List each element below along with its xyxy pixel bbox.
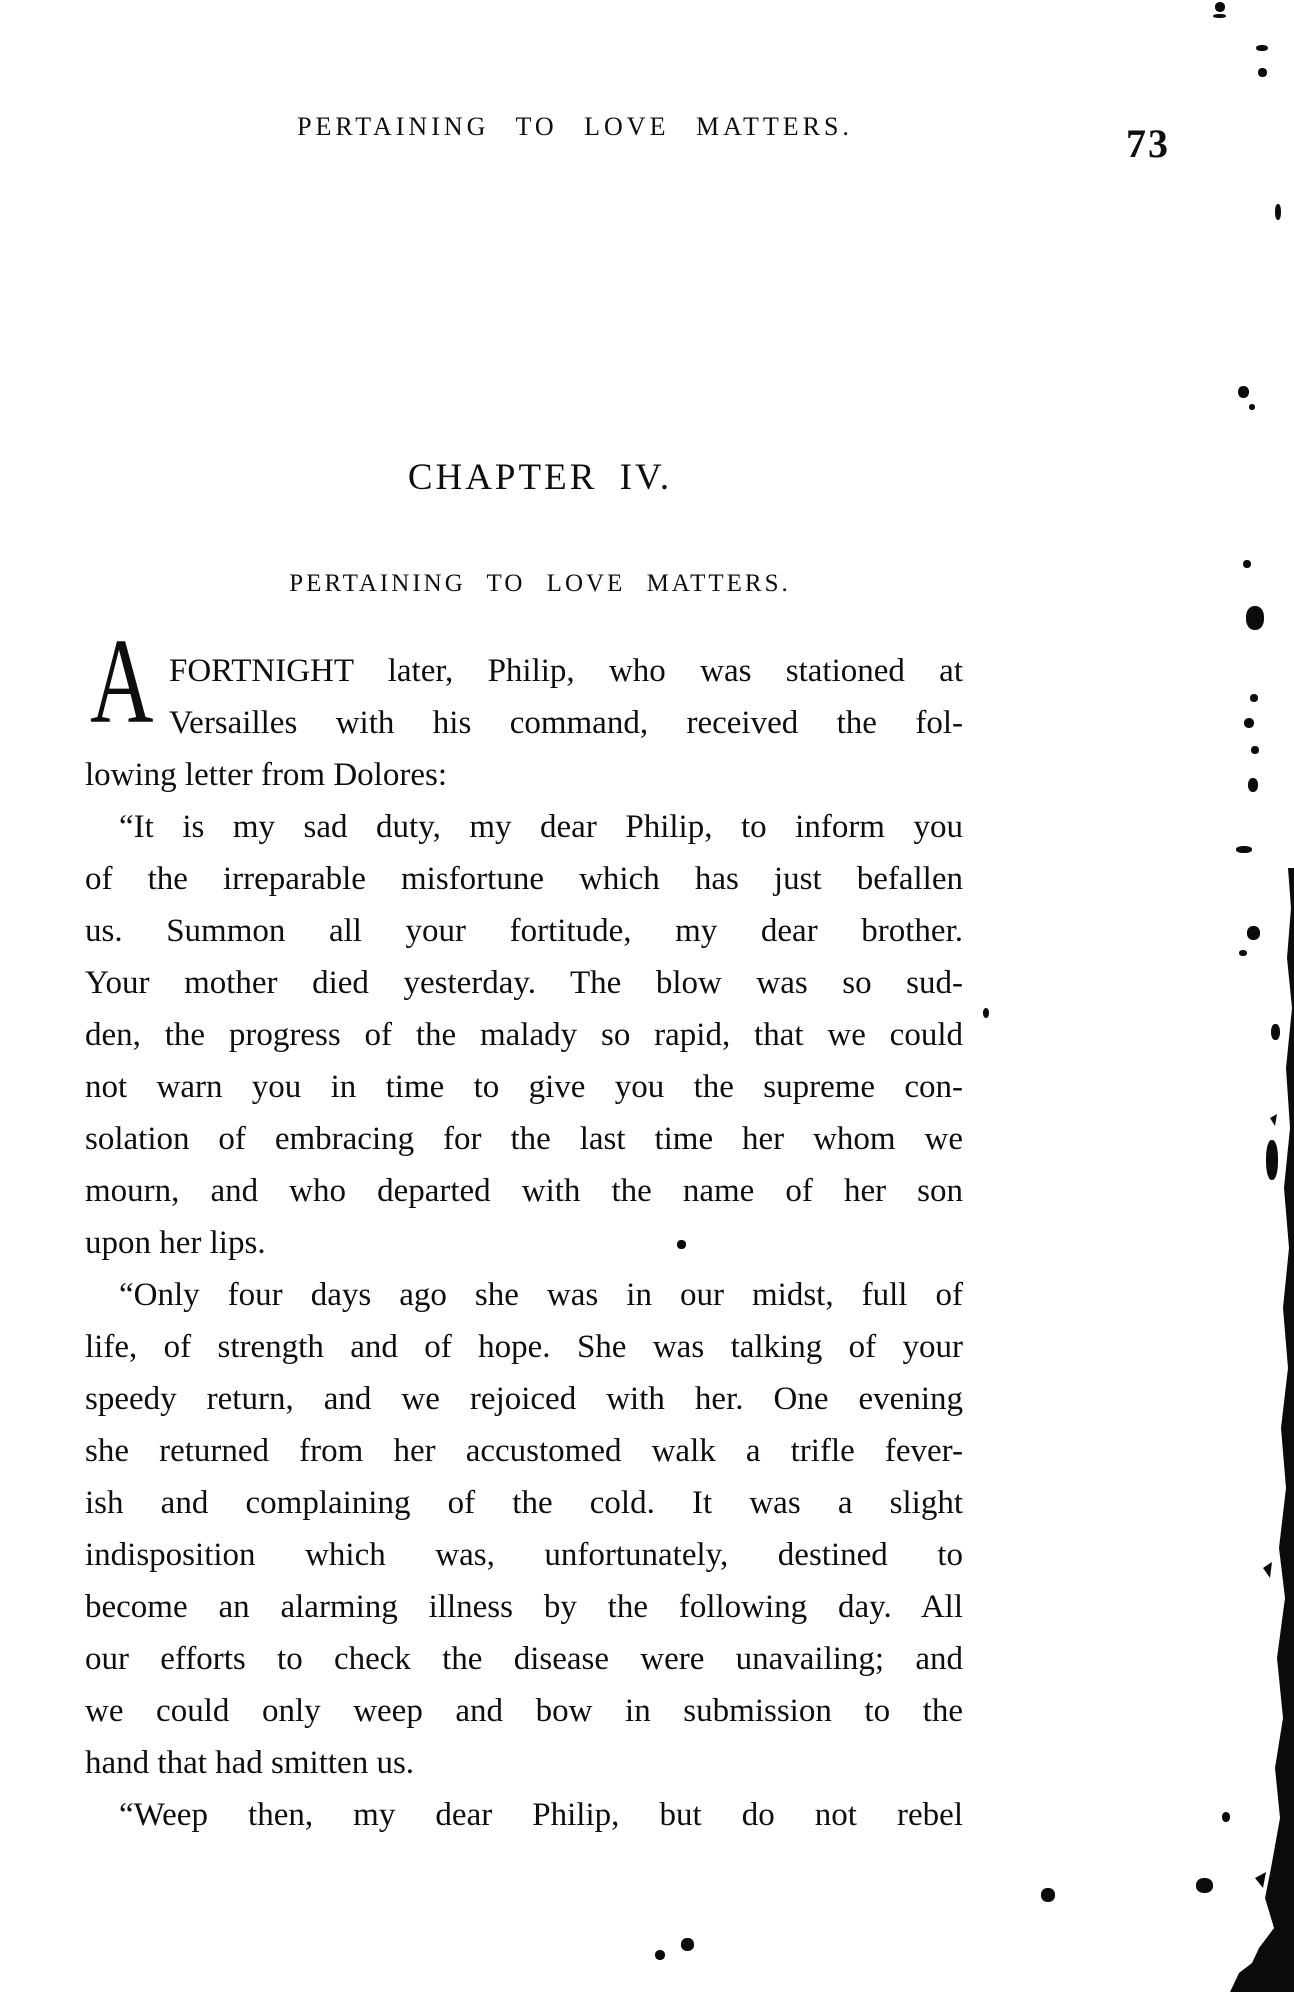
text-line: den, the progress of the malady so rapid, that we could [85, 1017, 963, 1053]
text-line: we could only weep and bow in submission to the [85, 1693, 963, 1729]
text-line: of the irreparable misfortune which has just befallen [85, 861, 963, 897]
text-line: mourn, and who departed with the name of her son [85, 1173, 963, 1209]
scan-artifact [681, 1938, 694, 1951]
scan-artifact [1258, 68, 1267, 77]
scan-artifact [1275, 204, 1281, 220]
text-line: ish and complaining of the cold. It was a slight [85, 1485, 963, 1521]
scan-artifact [1249, 404, 1255, 410]
text-line: become an alarming illness by the following day. All [85, 1589, 963, 1625]
scan-artifact [983, 1008, 989, 1018]
scan-artifact [1244, 718, 1254, 728]
drop-cap: A [90, 614, 154, 749]
text-line: she returned from her accustomed walk a trifle fever- [85, 1433, 963, 1469]
text-line: indisposition which was, unfortunately, destined to [85, 1537, 963, 1573]
chapter-heading: CHAPTER IV. [407, 457, 673, 498]
scan-artifact [1213, 14, 1226, 18]
chapter-subheading: PERTAINING TO LOVE MATTERS. [289, 570, 791, 597]
scan-artifact [1248, 778, 1258, 792]
page-number: 73 [1126, 121, 1170, 166]
text-line: solation of embracing for the last time her whom we [85, 1121, 963, 1157]
scan-artifact [677, 1240, 686, 1249]
scan-artifact [1250, 694, 1258, 702]
scan-artifact [655, 1950, 665, 1960]
scan-artifact [1251, 746, 1259, 754]
scan-artifact [1238, 386, 1249, 398]
scan-artifact [1256, 45, 1268, 51]
running-header: PERTAINING TO LOVE MATTERS. [297, 112, 853, 141]
text-line: us. Summon all your fortitude, my dear brother. [85, 913, 963, 949]
scan-artifact [1246, 606, 1264, 630]
text-line: our efforts to check the disease were unavailing; and [85, 1641, 963, 1677]
text-line: Versailles with his command, received the fol- [169, 705, 963, 741]
scan-artifact [1222, 1812, 1230, 1822]
text-line: FORTNIGHT later, Philip, who was stationed at [169, 653, 963, 689]
text-line: “Only four days ago she was in our midst, full of [119, 1277, 963, 1313]
text-line: Your mother died yesterday. The blow was so sud- [85, 965, 963, 1001]
scan-artifact [1236, 846, 1252, 853]
scan-artifact [1243, 560, 1251, 568]
scan-artifact [1215, 2, 1225, 12]
text-line: not warn you in time to give you the supreme con- [85, 1069, 963, 1105]
text-line: upon her lips. [85, 1225, 266, 1261]
text-line: lowing letter from Dolores: [85, 757, 448, 793]
text-line: speedy return, and we rejoiced with her. One evening [85, 1381, 963, 1417]
text-line: hand that had smitten us. [85, 1745, 415, 1781]
text-line: “It is my sad duty, my dear Philip, to inform you [119, 809, 963, 845]
scan-edge-band [1230, 868, 1294, 1992]
scan-artifact [1041, 1888, 1055, 1902]
body-text [85, 645, 963, 1841]
scan-artifact [1196, 1878, 1213, 1893]
text-line: “Weep then, my dear Philip, but do not rebel [119, 1797, 963, 1833]
text-line: life, of strength and of hope. She was talking of your [85, 1329, 963, 1365]
